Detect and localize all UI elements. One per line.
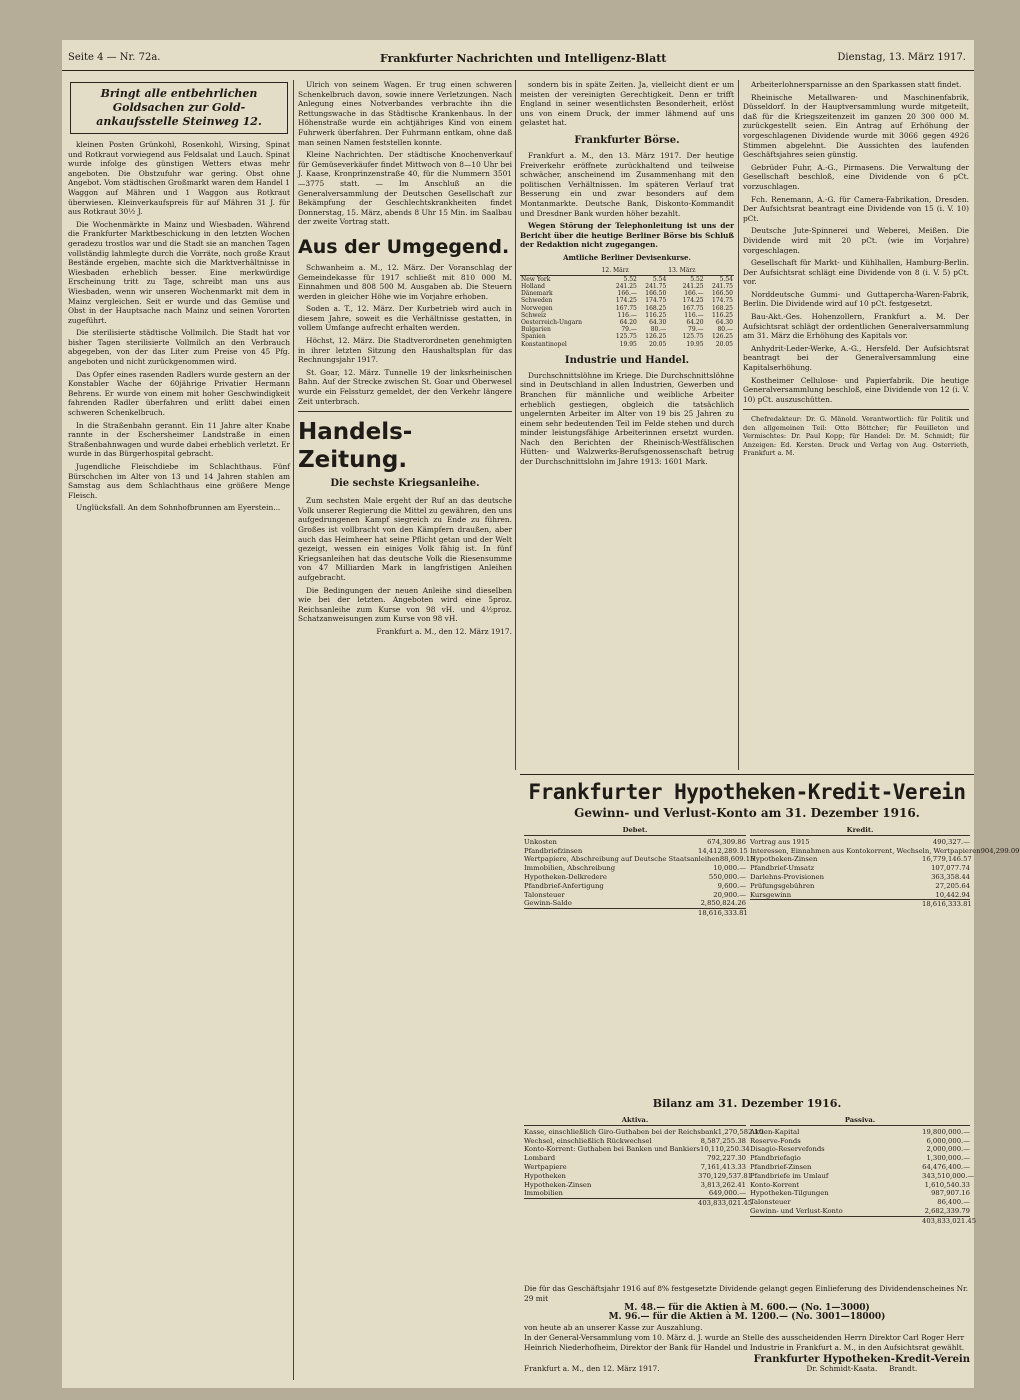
paragraph: Fch. Renemann, A.-G. für Camera-Fabrikation, Dresden. Der Aufsichtsrat beantragt eine Dividende von 15 (i. V. 10) pCt. xyxy=(743,194,969,223)
passiva-amount: 2,682,339.79 xyxy=(924,1206,970,1215)
election-notice: In der General-Versammlung vom 10. März d. J. wurde an Stelle des ausscheidenden Herrn Direktor Carl Roger Herr Heinrich Niederhofheim, Direktor der Bank für Handel und Industrie in Frankfurt a. M., in den Aufsichtsrat gewählt. xyxy=(524,1332,965,1352)
divider xyxy=(298,411,512,412)
signature-right: Brandt. xyxy=(889,1364,918,1374)
passiva-row xyxy=(750,1181,970,1190)
paragraph: Kostheimer Cellulose- und Papierfabrik. Die heutige Generalversammlung beschloß, eine Dividende von 12 (i. V. 10) pCt. auszuschütten. xyxy=(743,375,969,404)
debet-label: Unkosten xyxy=(524,837,557,846)
passiva-amount: 1,610,540.33 xyxy=(924,1180,970,1189)
passiva-amount: 19,800,000.— xyxy=(922,1127,970,1136)
imprint: Chefredakteur: Dr. G. Mänold. Verantwortlich: für Politik und den allgemeinen Teil: Otto Böttcher; für Feuilleton und Vermischtes: Dr. Paul Kopp; für Handel: Dr. M. Schmidt; für Anzeigen: Ed. Kersten. Druck und Verlag von Aug. Osterrieth, Frankfurt a. M. xyxy=(743,415,969,458)
paragraph: Jugendliche Fleischdiebe im Schlachthaus. Fünf Bürschchen im Alter von 13 und 14 Jahren stahlen am Samstag aus dem Schlachthaus eine größere Menge Fleisch. xyxy=(68,462,290,500)
passiva-label: Reserve-Fonds xyxy=(750,1136,801,1145)
dividend-after: von heute ab an unserer Kasse zur Auszahlung. xyxy=(524,1323,703,1333)
passiva-amount: 987,907.16 xyxy=(931,1189,970,1198)
aktiva-amount: 649,000.— xyxy=(708,1189,746,1198)
debet-amount: 20,900.— xyxy=(713,890,746,899)
debet-amount: 550,000.— xyxy=(708,872,746,881)
gold-ad: Bringt alle entbehrlichen Goldsachen zur Gold-ankaufsstelle Steinweg 12. xyxy=(70,82,288,134)
passiva-amount: 64,476,400.— xyxy=(922,1162,970,1171)
masthead: Frankfurter Nachrichten und Intelligenz-Blatt xyxy=(380,52,667,65)
debet-heading: Debet. xyxy=(524,826,746,836)
passiva-amount: 2,000,000.— xyxy=(926,1145,970,1154)
aktiva-row xyxy=(524,1137,746,1146)
kredit-sum: 18,616,333.81 xyxy=(922,900,972,909)
fx-currency: Bulgarien xyxy=(521,326,551,334)
passiva-row xyxy=(750,1145,970,1154)
debet-label: Immobilien, Abschreibung xyxy=(524,864,616,873)
fx-header-cell xyxy=(705,266,734,276)
fx-rate: 64.30 xyxy=(715,318,733,326)
aktiva-label: Immobilien xyxy=(524,1189,563,1198)
dividend-line-2: M. 96.— für die Aktien à M. 1200.— (No. 3001—18000) xyxy=(608,1312,886,1323)
page-number: Seite 4 — Nr. 72a. xyxy=(68,52,161,63)
kredit-label: Kursgewinn xyxy=(750,890,792,899)
page-header xyxy=(62,46,974,68)
gv-konto-title: Gewinn- und Verlust-Konto am 31. Dezember 1916. xyxy=(574,806,920,820)
fx-row xyxy=(520,319,734,326)
bilanz-title: Bilanz am 31. Dezember 1916. xyxy=(652,1097,842,1110)
aktiva-row xyxy=(524,1145,750,1154)
fx-rate: 79.— xyxy=(621,326,637,334)
fx-currency: Schweden xyxy=(521,297,553,305)
fx-rate: 241.25 xyxy=(682,282,704,290)
fx-rate: 20.05 xyxy=(649,340,667,348)
paragraph: Höchst, 12. März. Die Stadtverordneten genehmigten in ihrer letzten Sitzung den Haushaltsplan für das Rechnungsjahr 1917. xyxy=(298,336,512,365)
passiva-row xyxy=(750,1163,970,1172)
debet-label: Hypotheken-Delkredere xyxy=(524,872,607,881)
fx-currency: Dänemark xyxy=(521,290,553,298)
kredit-sum-row xyxy=(750,899,970,909)
aktiva-sum: 403,833,021.45 xyxy=(698,1199,753,1208)
fx-currency: Schweiz xyxy=(521,311,547,319)
fx-row xyxy=(520,297,734,304)
passiva-amount: 343,510,000.— xyxy=(922,1171,975,1180)
debet-label: Talonsteuer xyxy=(524,890,565,899)
passiva-heading: Passiva. xyxy=(750,1116,970,1126)
fx-currency: Oesterreich-Ungarn xyxy=(521,318,583,326)
paragraph: Bau-Akt.-Ges. Hohenzollern, Frankfurt a. M. Der Aufsichtsrat schlägt der ordentlichen Generalversammlung am 31. März die Erhöhung des Kapitals vor. xyxy=(743,312,969,341)
fx-rate: 241.75 xyxy=(645,282,667,290)
debet-sum: 18,616,333.81 xyxy=(698,909,748,918)
column-2 xyxy=(298,80,512,1380)
passiva-row xyxy=(750,1128,970,1137)
aktiva-sum-row xyxy=(524,1198,753,1208)
fx-table-title: Amtliche Berliner Devisenkurse. xyxy=(563,252,691,262)
aktiva-label: Wechsel, einschließlich Rückwechsel xyxy=(524,1136,652,1145)
paragraph: Rheinische Metallwaren- und Maschinenfabrik, Düsseldorf. In der Hauptversammlung wurde mitgeteilt, daß für die Kriegszeitenzeit im ganzen 20 300 000 M. zurückgestellt seien. Ein Antrag auf Erhöhung der vorgeschlagenen Dividende wurde mit 3066 gegen 4926 Stimmen abgelehnt. Die Aussichten des laufenden Geschäftsjahres seien günstig. xyxy=(743,92,969,160)
fx-header-cell: 12. März xyxy=(601,266,638,276)
kredit-row xyxy=(750,873,970,882)
dividend-intro: Die für das Geschäftsjahr 1916 auf 8% festgesetzte Dividende gelangt gegen Einlieferung des Dividendenscheines Nr. 29 mit xyxy=(524,1284,969,1303)
fx-currency: Holland xyxy=(521,282,545,290)
fx-currency: Norwegen xyxy=(521,304,553,312)
debet-row xyxy=(524,873,746,882)
paragraph: Norddeutsche Gummi- und Guttapercha-Waren-Fabrik, Berlin. Die Dividende wird auf 10 pCt. festgesetzt. xyxy=(743,289,969,309)
debet-sum-row xyxy=(524,908,746,918)
passiva-label: Pfandbriefe im Umlauf xyxy=(750,1171,829,1180)
aktiva-label: Hypotheken xyxy=(524,1171,566,1180)
debet-row xyxy=(524,838,746,847)
kredit-amount: 10,442.94 xyxy=(935,890,970,899)
kredit-heading: Kredit. xyxy=(750,826,970,836)
fx-rate: 166.— xyxy=(684,290,704,298)
passiva-label: Pfandbrief-Zinsen xyxy=(750,1162,812,1171)
paragraph: Zum sechsten Male ergeht der Ruf an das deutsche Volk unserer Regierung die Mittel zu gewähren, den uns aufgedrungenen Kampf siegreich zu Ende zu führen. Großes ist vollbracht von den Kämpfern draußen, aber auch das Heimheer hat seine Pflicht getan und der Welt gezeigt, wessen ein einiges Volk fähig ist. In fünf Kriegsanleihen hat das deutsche Volk die Riesensumme von 47 Milliarden Mark in langfristigen Anleihen aufgebracht. xyxy=(298,496,512,582)
debet-row xyxy=(524,899,746,908)
fx-rate: 241.25 xyxy=(615,282,637,290)
debet-row xyxy=(524,864,746,873)
fx-rate: 80.— xyxy=(717,326,733,334)
kredit-amount: 16,779,146.57 xyxy=(922,855,972,864)
passiva-row xyxy=(750,1154,970,1163)
debet-amount: 2,850,824.26 xyxy=(700,899,746,908)
passiva-amount: 86,400.— xyxy=(937,1198,970,1207)
passiva-row xyxy=(750,1171,975,1181)
kredit-label: Hypotheken-Zinsen xyxy=(750,855,818,864)
fx-currency: New York xyxy=(521,275,551,283)
kredit-amount: 904,299.09 xyxy=(980,846,1020,855)
paragraph: Frankfurt a. M., den 13. März 1917. Der heutige Freiverkehr eröffnete zurückhaltend und teilweise schwächer, anscheinend im Zusammenhang mit den politischen Verhältnissen. Im späteren Verlauf trat Besserung ein und zwar besonders auf dem Montanmarkte. Deutsche Bank, Diskonto-Kommandit und Dresdner Bank wurden höher bezahlt. xyxy=(520,150,734,218)
paragraph: Gesellschaft für Markt- und Kühlhallen, Hamburg-Berlin. Der Aufsichtsrat schlägt eine Dividende von 8 (i. V. 5) pCt. vor. xyxy=(743,258,969,287)
paragraph: Arbeiterlohnersparnisse an den Sparkassen statt findet. xyxy=(751,80,962,89)
aktiva-amount: 792,227.30 xyxy=(707,1154,746,1163)
ad-top-rule xyxy=(520,774,974,775)
passiva-table xyxy=(750,1116,977,1226)
dividend-line-1: M. 48.— für die Aktien à M. 600.— (No. 1—3000) xyxy=(624,1302,870,1313)
passiva-label: Aktien-Kapital xyxy=(750,1127,800,1136)
passiva-label: Hypotheken-Tilgungen xyxy=(750,1189,829,1198)
newspaper-page xyxy=(62,40,1020,1388)
fx-rate: 19.95 xyxy=(686,340,704,348)
header-rule xyxy=(62,70,974,71)
fx-rate: 174.25 xyxy=(615,297,637,305)
bank-ad-title: Frankfurter Hypotheken-Kredit-Verein xyxy=(528,780,966,804)
debet-row xyxy=(524,882,746,891)
fx-rate: 174.25 xyxy=(682,297,704,305)
kredit-label: Interessen, Einnahmen aus Kontokorrent, Wechseln, Wertpapieren xyxy=(750,846,981,855)
fx-rate: 174.75 xyxy=(712,297,733,305)
fx-row xyxy=(520,326,734,333)
passiva-amount: 6,000,000.— xyxy=(926,1136,970,1145)
fx-header-cell xyxy=(520,266,601,276)
fx-rate: 64.20 xyxy=(619,318,637,326)
place-date: Frankfurt a. M., den 12. März 1917. xyxy=(524,1364,660,1374)
article-title: Die sechste Kriegsanleihe. xyxy=(330,478,480,490)
fx-row xyxy=(520,341,734,348)
kredit-amount: 27,205.64 xyxy=(935,881,970,890)
debet-label: Pfandbriefzinsen xyxy=(524,846,583,855)
passiva-sum-row xyxy=(750,1216,977,1226)
fx-rate: 116.— xyxy=(617,311,637,319)
fx-rate: 125.75 xyxy=(615,333,637,341)
paragraph: Die Bedingungen der neuen Anleihe sind dieselben wie bei der letzten. Angeboten wird eine 5proz. Reichsanleihe zum Kurse von 98 vH. und 4½proz. Schatzanweisungen zum Kurse von 98 vH. xyxy=(298,585,512,624)
kredit-label: Prüfungsgebühren xyxy=(750,881,815,890)
fx-rate: 168.25 xyxy=(712,304,733,312)
aktiva-table xyxy=(524,1116,764,1208)
fx-rate: 166.50 xyxy=(645,290,667,298)
aktiva-amount: 1,270,582.10 xyxy=(717,1127,764,1136)
fx-rate: 5.52 xyxy=(623,275,637,283)
fx-row xyxy=(520,290,734,297)
column-rule xyxy=(738,80,739,770)
fx-rate: 64.30 xyxy=(649,318,667,326)
paragraph: Deutsche Jute-Spinnerei und Weberei, Meißen. Die Dividende wird mit 20 pCt. (wie im Vorjahre) vorgeschlagen. xyxy=(743,226,969,255)
fx-rate: 166.— xyxy=(617,290,637,298)
fx-header-cell: 13. März xyxy=(667,266,704,276)
debet-amount: 88,609.15 xyxy=(719,855,755,864)
paragraph: Kleine Nachrichten. Der städtische Knochenverkauf für Gemüseverkäufer findet Mittwoch von 8—10 Uhr bei J. Kaase, Kronprinzenstraße 40, für die Nummern 3501—3775 statt. — Im Anschluß an die Generalversammlung der Deutschen Gesellschaft zur Bekämpfung der Geschlechtskrankheiten findet Donnerstag, 15. März, abends 8 Uhr 15 Min. im Saalbau der zweite Vortrag statt. xyxy=(298,150,512,227)
paragraph: Die sterilisierte städtische Vollmilch. Die Stadt hat vor bisher Tagen sterilisierte Vollmilch an den Verbrauch abgegeben, von der das Liter zum Preise von 45 Pfg. angeboten und nicht zurückgenommen wird. xyxy=(68,328,290,367)
fx-rate: 79.— xyxy=(688,326,704,334)
paragraph: St. Goar, 12. März. Tunnelle 19 der linksrheinischen Bahn. Auf der Strecke zwischen St. Goar und Oberwesel wurde ein Felssturz gemeldet, der den Verkehr längere Zeit unterbrach. xyxy=(298,367,512,406)
passiva-sum: 403,833,021.45 xyxy=(922,1216,977,1225)
passiva-row xyxy=(750,1137,970,1146)
column-rule xyxy=(515,80,516,770)
section-heading-industrie: Industrie und Handel. xyxy=(564,354,690,366)
fx-rate: 167.75 xyxy=(615,304,637,312)
fx-rate: 174.75 xyxy=(645,297,667,305)
fx-rate: 126.25 xyxy=(645,333,667,341)
fx-currency: Spanien xyxy=(521,333,546,341)
debet-row xyxy=(524,847,746,856)
debet-row xyxy=(524,855,755,864)
fx-header-cell xyxy=(638,266,667,276)
signature-left: Dr. Schmidt-Kaata. xyxy=(806,1364,878,1374)
passiva-label: Disagio-Reservefonds xyxy=(750,1145,825,1154)
kredit-row xyxy=(750,855,970,864)
fx-rate: 116.— xyxy=(684,311,704,319)
aktiva-amount: 8,587,255.38 xyxy=(700,1136,746,1145)
column-4 xyxy=(743,80,969,770)
fx-row xyxy=(520,283,734,290)
fx-rate: 19.95 xyxy=(619,340,637,348)
paragraph: Frankfurt a. M., den 12. März 1917. xyxy=(376,626,512,636)
aktiva-row xyxy=(524,1163,746,1172)
passiva-label: Talonsteuer xyxy=(750,1198,791,1207)
kredit-amount: 107,077.74 xyxy=(931,864,970,873)
column-1 xyxy=(68,80,290,1380)
debet-amount: 9,600.— xyxy=(717,881,746,890)
kredit-label: Vortrag aus 1915 xyxy=(750,837,810,846)
debet-label: Wertpapiere, Abschreibung auf Deutsche Staatsanleihen xyxy=(524,855,720,864)
paragraph: kleinen Posten Grünkohl, Rosenkohl, Wirsing, Spinat und Rotkraut vorwiegend aus Feldsalat und Lauch. Spinat wurde infolge des günstigen Wetters etwas mehr angeboten. Die Obstzufuhr war gering. Obst ohne Angebot. Vom städtischen Großmarkt waren dem Handel 1 Waggon auf Mähren und 1 Waggon aus Rotkraut überwiesen. Kleinverkaufspreis für auf Mähren 31 J. für aus Rotkraut 30½ J. xyxy=(68,140,290,217)
signature-company: Frankfurter Hypotheken-Kredit-Verein xyxy=(753,1353,970,1365)
passiva-row xyxy=(750,1189,970,1198)
fx-rate: 116.25 xyxy=(712,311,733,319)
paragraph: Das Opfer eines rasenden Radlers wurde gestern an der Konstabler Wache der 60jährige Privatier Hermann Behrens. Er wurde von einem mit hoher Geschwindigkeit fahrenden Radler überfahren und erlitt dabei einen schweren Schenkelbruch. xyxy=(68,369,290,418)
fx-rate: 241.75 xyxy=(712,282,733,290)
kredit-row xyxy=(750,891,970,900)
fx-rate: 20.05 xyxy=(715,340,733,348)
section-heading-boerse: Frankfurter Börse. xyxy=(574,134,680,146)
paragraph: Anhydrit-Leder-Werke, A.-G., Hersfeld. Der Aufsichtsrat beantragt bei der Generalversammlung eine Kapitalserhöhung. xyxy=(743,343,969,373)
paragraph: Ulrich von seinem Wagen. Er trug einen schweren Schenkelbruch davon, sowie innere Verletzungen. Nach Anlegung eines Notverbandes verbrachte ihn die Rettungswache in das Städtische Krankenhaus. In der Höhenstraße wurde ein achtjähriges Kind von einem Fuhrwerk überfahren. Der Fuhrmann entkam, ohne daß man seinen Namen feststellen konnte. xyxy=(298,80,512,147)
section-heading-handels-zeitung: Handels-Zeitung. xyxy=(298,419,413,474)
paragraph: Schwanheim a. M., 12. März. Der Voranschlag der Gemeindekasse für 1917 schließt mit 810 000 M. Einnahmen und 808 500 M. Ausgaben ab. Die Steuern werden in gleicher Höhe wie im Vorjahre erhoben. xyxy=(298,262,512,301)
debet-amount: 674,309.86 xyxy=(707,837,746,846)
aktiva-row xyxy=(524,1181,746,1190)
debet-amount: 14,412,289.15 xyxy=(698,846,748,855)
kredit-amount: 363,358.44 xyxy=(931,872,970,881)
column-rule xyxy=(293,80,294,1380)
fx-row xyxy=(520,333,734,340)
paragraph: Die Wochenmärkte in Mainz und Wiesbaden. Während die Frankfurter Marktbeschickung in den letzten Wochen geradezu trostlos war und die Stadt sie an manchen Tagen vollständig lahmlegte durch die Vorräte, noch große Kraut Bestände ergeben, machte sich die Marktverhältnisse in Wiesbaden erheblich besser. Eine merkwürdige Erscheinung tritt zu Tage, schreibt man uns aus Wiesbaden, wenn wir unseren Wochenmarkt mit dem in Mainz vergleichen. Seit er wurde und das Gemüse und Obst in der Hauptsache nach Mainz und seinen Vororten zugeführt. xyxy=(68,219,290,325)
kredit-row xyxy=(750,864,970,873)
paragraph: Unglücksfall. An dem Sohnhofbrunnen am Eyerstein... xyxy=(76,503,281,513)
debet-label: Gewinn-Saldo xyxy=(524,899,572,908)
debet-table xyxy=(524,826,755,918)
fx-rate: 168.25 xyxy=(645,304,667,312)
divider xyxy=(743,409,969,410)
column-3 xyxy=(520,80,734,770)
fx-rate: 167.75 xyxy=(682,304,704,312)
kredit-row xyxy=(750,846,1020,856)
aktiva-amount: 370,129,537.81 xyxy=(698,1171,753,1180)
issue-date: Dienstag, 13. März 1917. xyxy=(837,52,966,63)
kredit-label: Darlehns-Provisionen xyxy=(750,872,824,881)
fx-rate: 64.20 xyxy=(686,318,704,326)
section-heading-umgegend: Aus der Umgegend. xyxy=(298,235,510,258)
debet-label: Pfandbrief-Anfertigung xyxy=(524,881,604,890)
passiva-label: Konto-Korrent xyxy=(750,1180,800,1189)
aktiva-label: Hypotheken-Zinsen xyxy=(524,1180,592,1189)
debet-row xyxy=(524,891,746,900)
aktiva-amount: 10,110,250.34 xyxy=(700,1145,750,1154)
fx-rate: 126.25 xyxy=(712,333,733,341)
aktiva-row xyxy=(524,1171,753,1181)
kredit-table xyxy=(750,826,1020,909)
dividend-notice xyxy=(524,1284,970,1374)
aktiva-heading: Aktiva. xyxy=(524,1116,746,1126)
debet-amount: 10,000.— xyxy=(713,864,746,873)
aktiva-row xyxy=(524,1189,746,1198)
aktiva-label: Wertpapiere xyxy=(524,1162,567,1171)
fx-row xyxy=(520,305,734,312)
aktiva-label: Lombard xyxy=(524,1154,556,1163)
fx-rate: 5.54 xyxy=(719,275,733,283)
paragraph: sondern bis in späte Zeiten. Ja, vielleicht dient er um meisten der vereinigten Gerechtigkeit. Denn er trifft England in seiner wesentlichsten Besonderheit, erlöst uns von einem Druck, der immer lähmend auf uns gelastet hat. xyxy=(520,80,734,128)
aktiva-label: Konto-Korrent: Guthaben bei Banken und Bankiers xyxy=(524,1145,700,1154)
kredit-label: Pfandbrief-Umsatz xyxy=(750,864,815,873)
kredit-row xyxy=(750,882,970,891)
passiva-amount: 1,300,000.— xyxy=(926,1154,970,1163)
fx-rate: 125.75 xyxy=(682,333,704,341)
kredit-row xyxy=(750,838,970,847)
paragraph: Durchschnittslöhne im Kriege. Die Durchschnittslöhne sind in Deutschland in allen Industrien, Gewerben und Branchen für männliche und weibliche Arbeiter erheblich gestiegen, obgleich die tatsächlich ungelernten Arbeiter im Alter von 19 bis 25 Jahren zu einem sehr bedeutenden Teil im Felde stehen und durch minder leistungsfähige Arbeiterinnen ersetzt wurden. Nach den Berichten der Rheinisch-Westfälischen Hütten- und Walzwerks-Berufsgenossenschaft betrug der Durchschnittslohn im Jahre 1913: 1601 Mark. xyxy=(520,370,734,467)
paragraph: In die Straßenbahn gerannt. Ein 11 Jahre alter Knabe rannte in der Eschersheimer Landstraße in einen Straßenbahnwagen und wurde dabei erheblich verletzt. Er wurde in das Bürgerhospital gebracht. xyxy=(68,420,290,459)
passiva-label: Gewinn- und Verlust-Konto xyxy=(750,1206,843,1215)
passiva-label: Pfandbriefagio xyxy=(750,1154,801,1163)
aktiva-amount: 7,161,413.33 xyxy=(700,1162,746,1171)
fx-currency: Konstantinopel xyxy=(521,340,567,348)
fx-rate: 80.— xyxy=(650,326,667,334)
passiva-row xyxy=(750,1198,970,1207)
aktiva-amount: 3,813,262.41 xyxy=(700,1180,746,1189)
fx-rate: 5.54 xyxy=(652,275,667,283)
fx-row xyxy=(520,275,734,283)
kredit-amount: 490,327.— xyxy=(932,837,970,846)
fx-rate: 5.52 xyxy=(690,275,704,283)
passiva-row xyxy=(750,1207,970,1216)
aktiva-row xyxy=(524,1127,764,1137)
fx-rate: 166.50 xyxy=(712,290,733,298)
aktiva-label: Kasse, einschließlich Giro-Guthaben bei der Reichsbank xyxy=(524,1127,718,1136)
paragraph: Wegen Störung der Telephonleitung ist uns der Bericht über die heutige Berliner Börse bis Schluß der Redaktion nicht zugegangen. xyxy=(520,221,734,250)
fx-rate: 116.25 xyxy=(645,311,667,319)
fx-row xyxy=(520,312,734,319)
aktiva-row xyxy=(524,1154,746,1163)
paragraph: Gebrüder Fuhr, A.-G., Pirmasens. Die Verwaltung der Gesellschaft beschloß, eine Dividende von 6 pCt. vorzuschlagen. xyxy=(743,162,969,191)
paragraph: Soden a. T., 12. März. Der Kurbetrieb wird auch in diesem Jahre, soweit es die Verhältnisse gestatten, in vollem Umfange aufrecht erhalten werden. xyxy=(298,304,512,333)
fx-table xyxy=(520,266,734,348)
